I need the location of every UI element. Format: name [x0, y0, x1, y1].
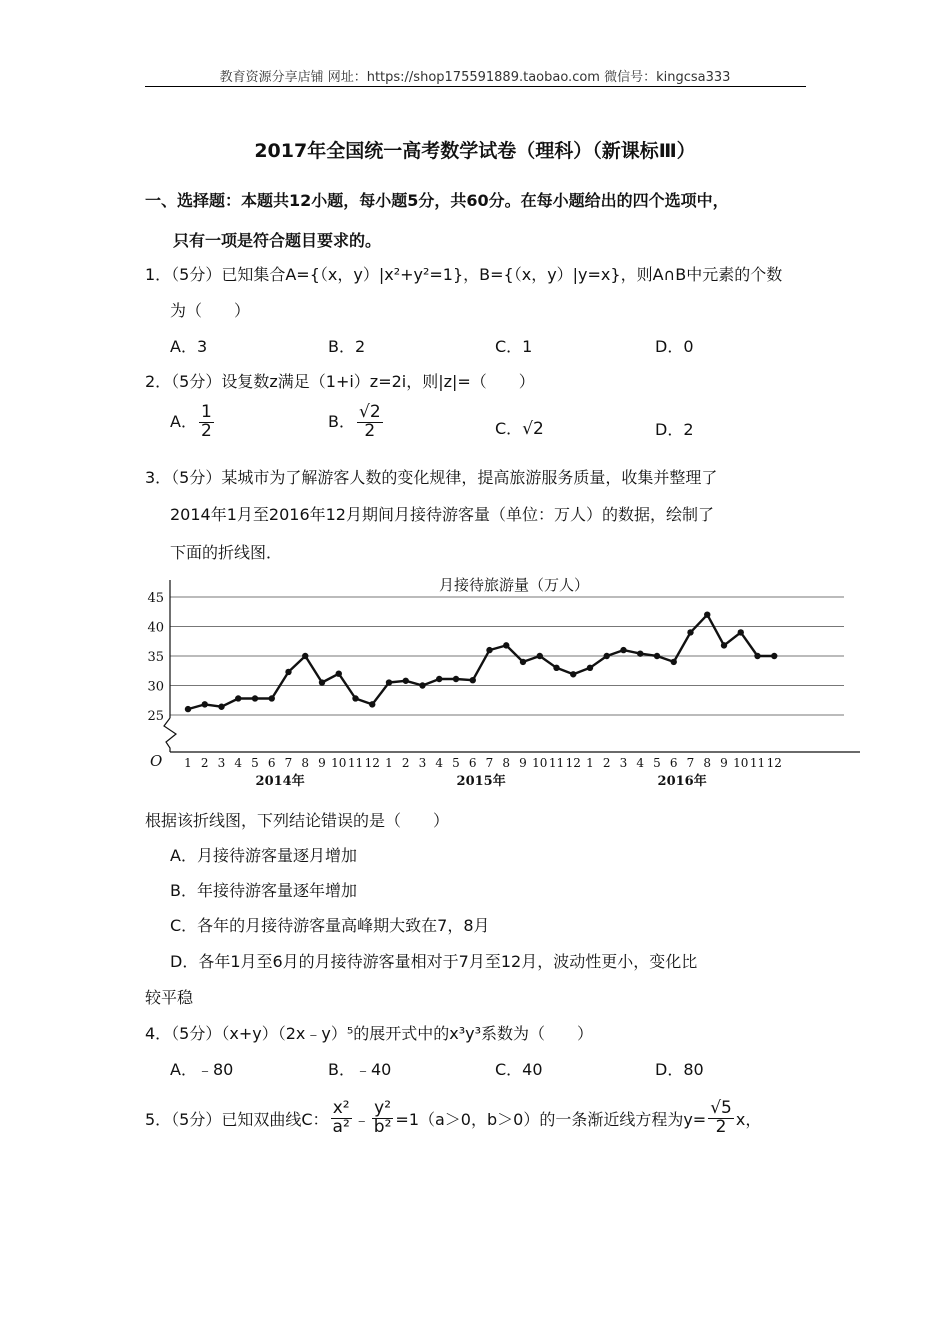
data-point-23 [553, 665, 559, 671]
q2-c-value: √2 [522, 419, 544, 439]
y-tick-45: 45 [147, 591, 164, 606]
q2-b-numerator: √2 [358, 402, 381, 422]
section-heading-line1: 一、选择题：本题共12小题，每小题5分，共60分。在每小题给出的四个选项中， [145, 191, 729, 210]
x-tick-2: 2 [200, 756, 209, 770]
q3-option-c: C．各年的月接待游客量高峰期大致在7，8月 [170, 916, 490, 935]
x-tick-31: 7 [686, 756, 695, 770]
x-tick-10: 10 [331, 756, 347, 770]
q4-option-d: D．80 [655, 1060, 704, 1079]
x-tick-22: 10 [532, 756, 548, 770]
data-point-24 [570, 671, 576, 677]
visitor-line-chart [144, 572, 864, 794]
q1-option-a: A．3 [170, 337, 208, 356]
q5-fraction-slope [708, 1100, 734, 1137]
data-point-26 [604, 653, 610, 659]
data-point-3 [218, 704, 224, 710]
q5-frac-x-num: x² [332, 1098, 350, 1118]
x-tick-15: 3 [418, 756, 427, 770]
year-label-1: 2014年 [255, 774, 305, 789]
q3-option-a: A．月接待游客量逐月增加 [170, 846, 357, 865]
x-tick-1: 1 [184, 756, 192, 770]
q2-option-d: D．2 [655, 420, 694, 439]
x-tick-17: 5 [452, 756, 460, 770]
q1-option-c: C．1 [495, 337, 533, 356]
q2-stem: 2．（5分）设复数z满足（1+i）z=2i，则|z|=（ ） [145, 372, 535, 391]
x-tick-6: 6 [267, 756, 276, 770]
q2-option-c [495, 416, 544, 439]
y-tick-30: 30 [147, 679, 164, 695]
data-point-20 [503, 642, 509, 648]
data-point-1 [185, 706, 191, 712]
data-point-21 [520, 659, 526, 665]
x-tick-23: 11 [548, 756, 565, 770]
q2-a-numerator: 1 [200, 402, 212, 422]
data-point-22 [537, 653, 543, 659]
x-tick-12: 12 [364, 756, 380, 770]
data-point-33 [721, 642, 727, 648]
q5-slope-num: √5 [710, 1098, 732, 1118]
q5-suffix: x， [735, 1109, 762, 1129]
data-point-25 [587, 665, 593, 671]
data-point-36 [771, 653, 777, 659]
q5-frac-y-den: b² [373, 1116, 392, 1137]
year-label-3: 2016年 [657, 774, 707, 789]
chart-origin-label: O [150, 752, 163, 770]
data-point-32 [704, 612, 710, 618]
data-point-14 [403, 678, 409, 684]
q2-c-label: C． [495, 419, 523, 438]
x-tick-30: 6 [669, 756, 678, 770]
x-tick-29: 5 [653, 756, 661, 770]
data-point-15 [419, 682, 425, 688]
chart-x-tick-labels [184, 756, 782, 770]
x-tick-33: 9 [720, 756, 728, 770]
x-tick-3: 3 [217, 756, 226, 770]
data-point-13 [386, 679, 392, 685]
chart-title: 月接待旅游量（万人） [438, 576, 590, 594]
x-tick-8: 8 [301, 756, 310, 770]
data-point-6 [269, 695, 275, 701]
q3-option-b: B．年接待游客量逐年增加 [170, 881, 357, 900]
x-tick-36: 12 [766, 756, 782, 770]
q2-b-label: B． [328, 411, 355, 431]
chart-y-tick-labels [147, 591, 164, 724]
data-point-27 [620, 647, 626, 653]
data-point-7 [285, 669, 291, 675]
year-label-2: 2015年 [456, 774, 506, 789]
data-point-31 [687, 629, 693, 635]
x-tick-24: 12 [565, 756, 581, 770]
q5-frac-y-num: y² [374, 1098, 392, 1118]
q3-stem-line2: 2014年1月至2016年12月期间月接待游客量（单位：万人）的数据，绘制了 [170, 505, 714, 524]
q5-fraction-x [331, 1100, 352, 1137]
x-tick-11: 11 [347, 756, 364, 770]
x-tick-5: 5 [251, 756, 259, 770]
x-tick-28: 4 [636, 756, 645, 770]
x-tick-21: 9 [519, 756, 527, 770]
data-point-2 [202, 701, 208, 707]
page-header: 教育资源分享店铺 网址：https://shop175591889.taobao.com 微信号：kingcsa333 [219, 70, 731, 85]
q4-option-b: B．﹣40 [328, 1060, 392, 1079]
x-tick-13: 1 [385, 756, 393, 770]
q1-option-b: B．2 [328, 337, 366, 356]
q1-option-d: D．0 [655, 337, 694, 356]
q5-prefix: 5．（5分）已知双曲线C： [145, 1109, 329, 1129]
q4-stem: 4．（5分）（x+y）（2x﹣y）⁵的展开式中的x³y³系数为（ ） [145, 1024, 594, 1043]
q4-option-c: C．40 [495, 1060, 543, 1079]
q3-stem-line3: 下面的折线图． [170, 543, 283, 562]
y-tick-40: 40 [147, 620, 164, 636]
x-tick-20: 8 [502, 756, 511, 770]
q2-a-fraction [199, 404, 214, 441]
data-point-35 [754, 653, 760, 659]
x-tick-14: 2 [401, 756, 410, 770]
data-point-16 [436, 676, 442, 682]
y-tick-25: 25 [147, 709, 164, 724]
q3-option-d: D．各年1月至6月的月接待游客量相对于7月至12月，波动性更小，变化比 [170, 952, 698, 971]
data-point-17 [453, 676, 459, 682]
x-tick-18: 6 [468, 756, 477, 770]
data-point-18 [470, 677, 476, 683]
x-tick-34: 10 [733, 756, 749, 770]
q5-frac-x-den: a² [332, 1116, 350, 1137]
q5-slope-den: 2 [715, 1116, 727, 1137]
data-point-9 [319, 679, 325, 685]
chart-year-labels [256, 773, 707, 789]
data-point-4 [235, 695, 241, 701]
q2-a-label: A． [170, 411, 197, 431]
x-tick-7: 7 [284, 756, 293, 770]
x-tick-26: 2 [602, 756, 611, 770]
q5-stem [145, 1100, 761, 1137]
q2-b-denominator: 2 [364, 420, 376, 441]
q2-b-fraction [357, 404, 383, 441]
q4-option-a: A．﹣80 [170, 1060, 234, 1079]
x-tick-19: 7 [485, 756, 494, 770]
q3-stem-line1: 3．（5分）某城市为了解游客人数的变化规律，提高旅游服务质量，收集并整理了 [145, 468, 718, 487]
data-point-29 [654, 653, 660, 659]
header-rule [145, 86, 806, 87]
q5-minus: ﹣ [353, 1109, 370, 1129]
x-tick-9: 9 [318, 756, 326, 770]
q3-option-d-cont: 较平稳 [145, 988, 194, 1007]
data-point-34 [738, 629, 744, 635]
data-point-5 [252, 695, 258, 701]
x-tick-27: 3 [619, 756, 628, 770]
x-tick-32: 8 [703, 756, 712, 770]
data-point-11 [352, 695, 358, 701]
q3-question: 根据该折线图，下列结论错误的是（ ） [145, 811, 450, 830]
x-tick-4: 4 [234, 756, 243, 770]
q1-stem-line2: 为（ ） [170, 301, 251, 320]
q5-fraction-y [372, 1100, 394, 1137]
q5-middle: =1（a＞0，b＞0）的一条渐近线方程为y= [395, 1109, 707, 1129]
q2-a-denominator: 2 [200, 420, 212, 441]
x-tick-35: 11 [749, 756, 766, 770]
x-tick-25: 1 [586, 756, 594, 770]
q2-option-a [170, 404, 216, 441]
chart-axis-break [164, 718, 176, 752]
data-point-28 [637, 650, 643, 656]
data-point-19 [486, 647, 492, 653]
data-point-12 [369, 701, 375, 707]
data-point-10 [336, 671, 342, 677]
chart-series-line [188, 615, 774, 709]
section-heading-line2: 只有一项是符合题目要求的。 [173, 231, 382, 250]
q2-option-b [328, 404, 385, 441]
x-tick-16: 4 [435, 756, 444, 770]
exam-title: 2017年全国统一高考数学试卷（理科）（新课标Ⅲ） [254, 140, 696, 162]
data-point-8 [302, 653, 308, 659]
y-tick-35: 35 [147, 650, 164, 665]
data-point-30 [671, 659, 677, 665]
q1-stem-line1: 1．（5分）已知集合A={（x，y）|x²+y²=1}，B={（x，y）|y=x}，则A∩B中元素的个数 [145, 265, 783, 284]
